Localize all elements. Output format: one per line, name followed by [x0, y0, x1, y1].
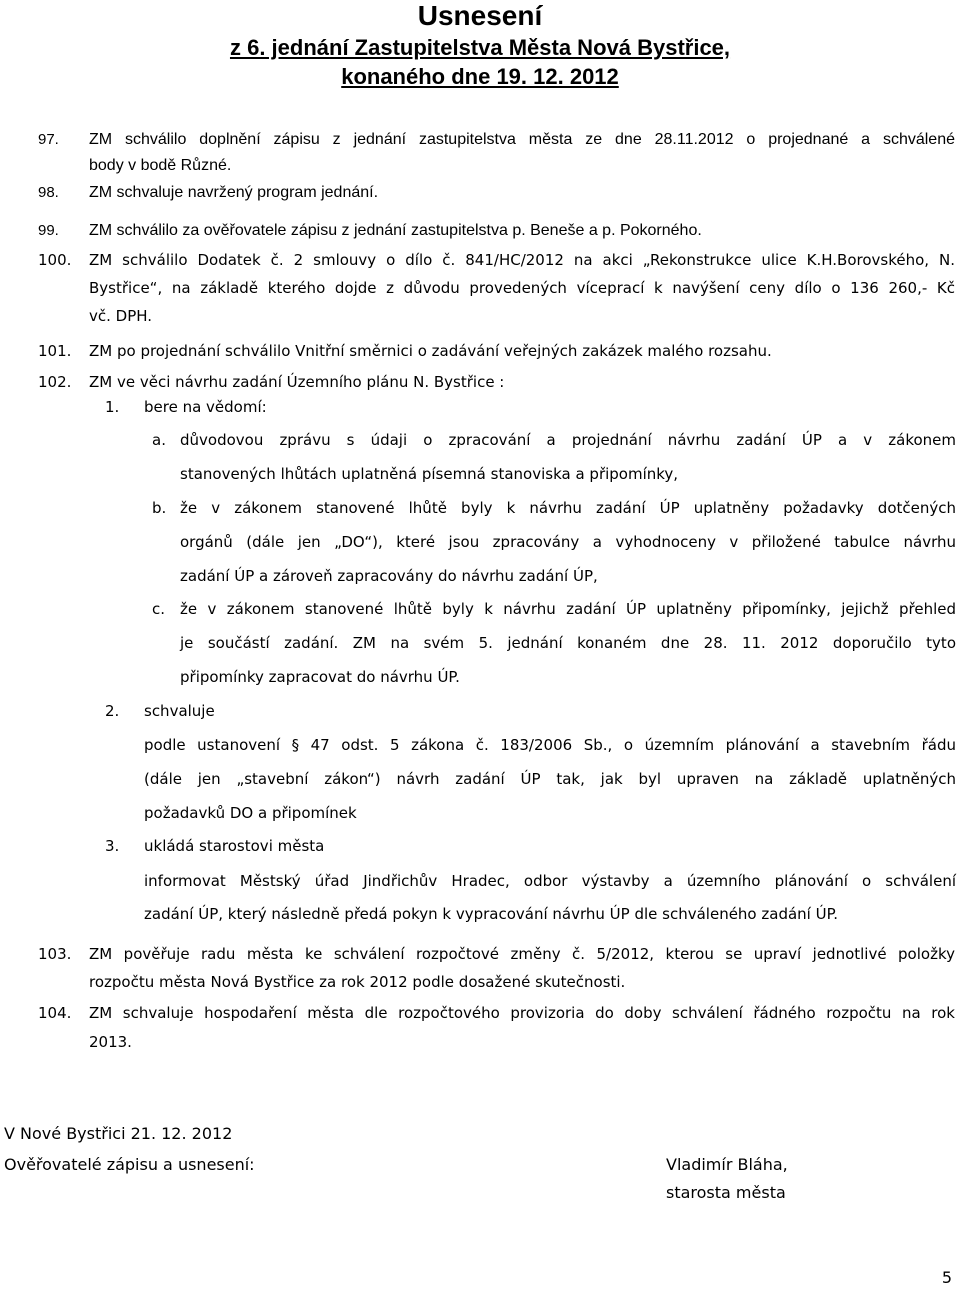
subitem-text: zadání ÚP, který následně předá pokyn k vypracování návrhu ÚP dle schváleného zadání ÚP.	[144, 905, 839, 923]
item-text: body v bodě Různé.	[89, 157, 232, 174]
item-number: 100.	[38, 251, 72, 269]
item-text: ZM ve věci návrhu zadání Územního plánu N. Bystřice :	[89, 373, 505, 391]
item-text: ZM schvaluje hospodaření města dle rozpočtového provizoria do doby schválení řádného rozpočtu na rok	[89, 1004, 955, 1022]
subitem-number: 1.	[105, 398, 120, 416]
item-text: ZM pověřuje radu města ke schválení rozpočtové změny č. 5/2012, kterou se upraví jednotlivé položky	[89, 945, 955, 963]
point-letter: b.	[152, 499, 167, 517]
item-text: ZM schvaluje navržený program jednání.	[89, 184, 379, 201]
item-text: 2013.	[89, 1033, 132, 1051]
place-date: V Nové Bystřici 21. 12. 2012	[4, 1124, 233, 1143]
item-text: rozpočtu města Nová Bystřice za rok 2012 podle dosažené skutečnosti.	[89, 973, 626, 991]
subitem-text: (dále jen „stavební zákon“) návrh zadání ÚP tak, jak byl upraven na základě uplatněných	[144, 770, 956, 788]
subitem-text: podle ustanovení § 47 odst. 5 zákona č. 183/2006 Sb., o územním plánování a stavebním řádu	[144, 736, 956, 754]
point-text: že v zákonem stanovené lhůtě byly k návrhu zadání ÚP uplatněny připomínky, jejichž přehled	[180, 600, 956, 618]
verifiers-label: Ověřovatelé zápisu a usnesení:	[4, 1155, 255, 1174]
point-letter: c.	[152, 600, 166, 618]
page-number: 5	[941, 1268, 952, 1287]
item-text: ZM schválilo Dodatek č. 2 smlouvy o dílo č. 841/HC/2012 na akci „Rekonstrukce ulice K.H.Borovského, N.	[89, 251, 955, 269]
signer-name: Vladimír Bláha,	[666, 1155, 788, 1174]
subitem-number: 3.	[105, 837, 120, 855]
point-letter: a.	[152, 431, 166, 449]
item-text: Bystřice“, na základě kterého dojde z důvodu provedených víceprací k navýšení ceny dílo o 136 260,- Kč	[89, 279, 955, 297]
point-text: orgánů (dále jen „DO“), které jsou zpracovány a vyhodnoceny v přiložené tabulce návrhu	[180, 533, 956, 551]
point-text: je součástí zadání. ZM na svém 5. jednání konaném dne 28. 11. 2012 doporučilo tyto	[180, 634, 956, 652]
page-subtitle: z 6. jednání Zastupitelstva Města Nová Bystřice,	[229, 35, 731, 60]
item-number: 104.	[38, 1004, 72, 1022]
subitem-text: požadavků DO a připomínek	[144, 804, 357, 822]
point-text: že v zákonem stanovené lhůtě byly k návrhu zadání ÚP uplatněny požadavky dotčených	[180, 499, 956, 517]
item-text: ZM schválilo za ověřovatele zápisu z jednání zastupitelstva p. Beneše a p. Pokorného.	[89, 222, 702, 239]
item-number: 99.	[38, 222, 59, 239]
subitem-label: bere na vědomí:	[144, 398, 267, 416]
item-text: vč. DPH.	[89, 307, 153, 325]
meeting-date: konaného dne 19. 12. 2012	[341, 64, 619, 89]
subitem-label: ukládá starostovi města	[144, 837, 325, 855]
item-number: 98.	[38, 184, 59, 201]
point-text: připomínky zapracovat do návrhu ÚP.	[180, 668, 460, 686]
subitem-text: informovat Městský úřad Jindřichův Hradec, odbor výstavby a územního plánování o schválení	[144, 872, 956, 890]
point-text: důvodovou zprávu s údaji o zpracování a projednání návrhu zadání ÚP a v zákonem	[180, 431, 956, 449]
item-number: 103.	[38, 945, 72, 963]
subitem-label: schvaluje	[144, 702, 215, 720]
subitem-number: 2.	[105, 702, 120, 720]
item-text: ZM po projednání schválilo Vnitřní směrnici o zadávání veřejných zakázek malého rozsahu.	[89, 342, 772, 360]
signer-role: starosta města	[666, 1183, 786, 1202]
point-text: zadání ÚP a zároveň zapracovány do návrhu zadání ÚP,	[180, 567, 598, 585]
point-text: stanovených lhůtách uplatněná písemná stanoviska a připomínky,	[180, 465, 679, 483]
item-text: ZM schválilo doplnění zápisu z jednání zastupitelstva města ze dne 28.11.2012 o projednané a schválené	[89, 131, 955, 148]
item-number: 102.	[38, 373, 72, 391]
item-number: 97.	[38, 131, 59, 148]
page-title: Usnesení	[417, 0, 543, 31]
item-number: 101.	[38, 342, 72, 360]
